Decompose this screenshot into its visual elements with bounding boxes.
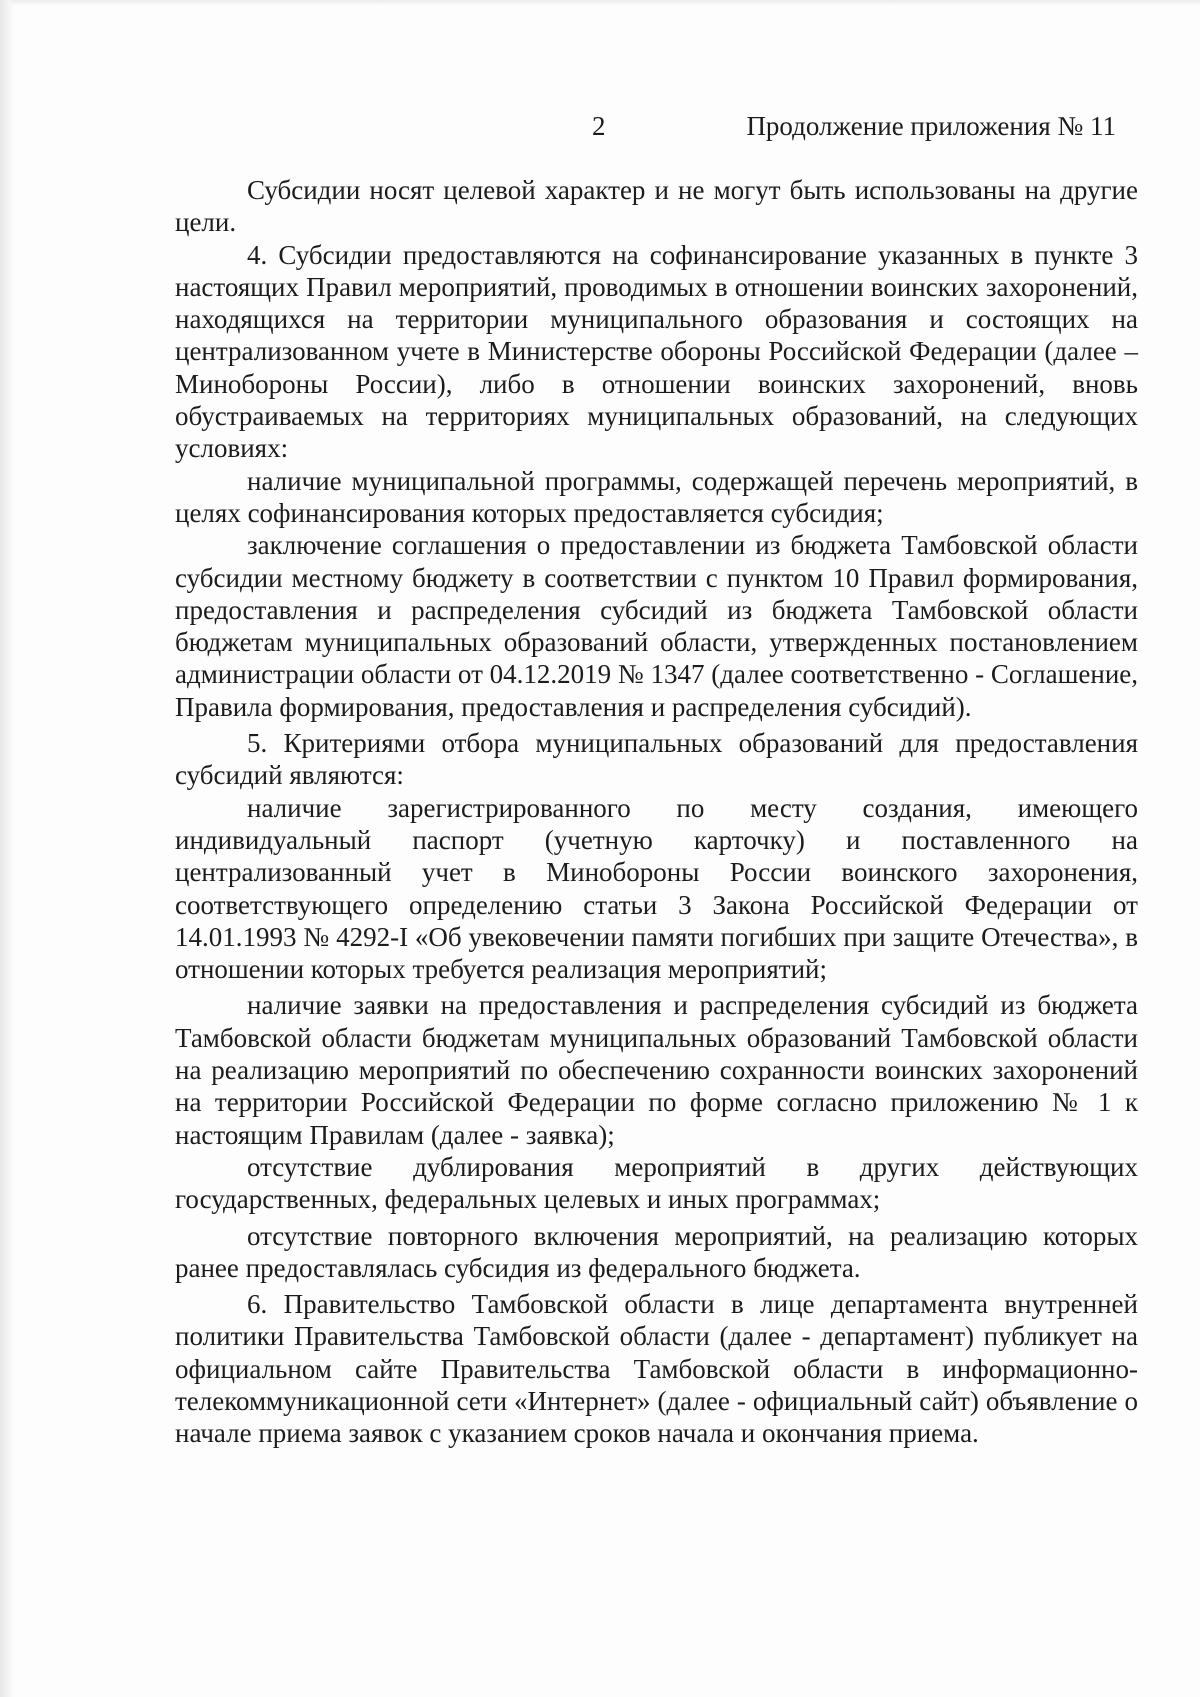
scan-top-shadow [0,0,1200,6]
document-body [175,174,1138,1450]
appendix-caption: Продолжение приложения № 11 [746,111,1116,141]
paragraph-criterion-registration: наличие зарегистрированного по месту создания, имеющего индивидуальный паспорт (учетную карточку) и поставленного на централизованный учет в Минобороны России воинского захоронения, соответствующего определению статьи 3 Закона Российской Федерации от 14.01.1993 № 4292-I «Об увековечении памяти погибших при защите Отечества», в отношении которых требуется реализация мероприятий; [175,792,1138,985]
paragraph-clause-5: 5. Критериями отбора муниципальных образований для предоставления субсидий являются: [175,728,1138,791]
scan-left-edge [0,0,14,1697]
page-header [0,110,1200,150]
paragraph-subsidy-purpose: Субсидии носят целевой характер и не могут быть использованы на другие цели. [175,175,1138,238]
paragraph-criterion-no-repeat: отсутствие повторного включения мероприятий, на реализацию которых ранее предоставлялась субсидия из федерального бюджета. [175,1220,1138,1283]
paragraph-criterion-no-duplication: отсутствие дублирования мероприятий в других действующих государственных, федеральных целевых и иных программах; [175,1151,1138,1215]
paragraph-clause-4: 4. Субсидии предоставляются на софинансирование указанных в пункте 3 настоящих Правил мероприятий, проводимых в отношении воинских захоронений, находящихся на территории муниципального образования и состоящих на централизованном учете в Министерстве обороны Российской Федерации (далее – Минобороны России), либо в отношении воинских захоронений, вновь обустраиваемых на территориях муниципальных образований, на следующих условиях: [175,239,1138,464]
paragraph-criterion-application: наличие заявки на предоставления и распределения субсидий из бюджета Тамбовской области бюджетам муниципальных образований Тамбовской области на реализацию мероприятий по обеспечению сохранности воинских захоронений на территории Российской Федерации по форме согласно приложению № 1 к настоящим Правилам (далее - заявка); [175,990,1138,1150]
paragraph-condition-agreement: заключение соглашения о предоставлении из бюджета Тамбовской области субсидии местному бюджету в соответствии с пунктом 10 Правил формирования, предоставления и распределения субсидий из бюджета Тамбовской области бюджетам муниципальных образований области, утвержденных постановлением администрации области от 04.12.2019 № 1347 (далее соответственно - Соглашение, Правила формирования, предоставления и распределения субсидий). [175,530,1138,722]
paragraph-clause-6: 6. Правительство Тамбовской области в лице департамента внутренней политики Правительства Тамбовской области (далее - департамент) публикует на официальном сайте Правительства Тамбовской области в информационно-телекоммуникационной сети «Интернет» (далее - официальный сайт) объявление о начале приема заявок с указанием сроков начала и окончания приема. [175,1289,1138,1449]
paragraph-condition-program: наличие муниципальной программы, содержащей перечень мероприятий, в целях софинансирования которых предоставляется субсидия; [175,465,1138,528]
page-number: 2 [592,111,606,141]
